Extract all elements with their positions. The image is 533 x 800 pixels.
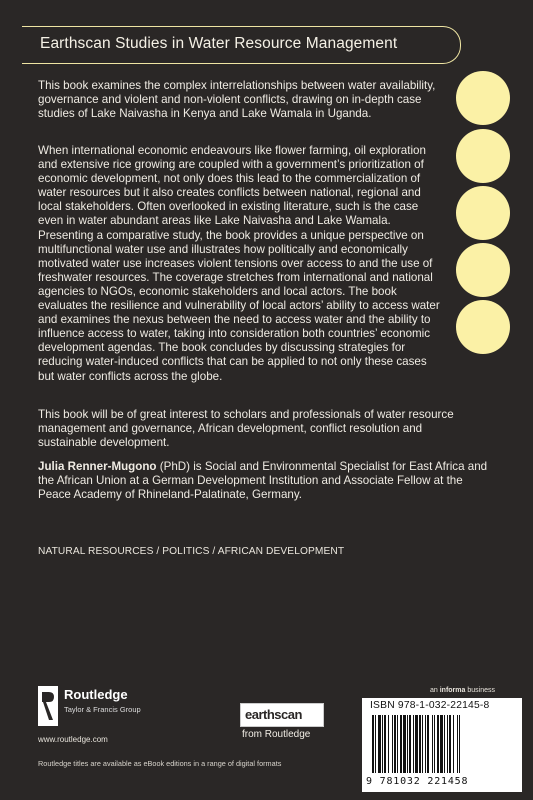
earthscan-logo: [240, 703, 324, 727]
decorative-circle-5: [456, 300, 510, 354]
blurb-paragraph-1: This book examines the complex interrelationships between water availability, governance and violent and non-violent conflicts, drawing on in-depth case studies of Lake Naivasha in Kenya and Lake Wamala in Uganda.: [38, 79, 436, 121]
publisher-url[interactable]: www.routledge.com: [38, 735, 108, 744]
informa-tagline: an informa business: [430, 687, 495, 694]
earthscan-sub: from Routledge: [242, 729, 311, 740]
publisher-group: Taylor & Francis Group: [64, 705, 141, 714]
barcode-box: [362, 698, 522, 792]
decorative-circle-1: [456, 71, 510, 125]
blurb-paragraph-3: This book will be of great interest to scholars and professionals of water resource management and governance, African development, conflict resolution and sustainable development.: [38, 408, 454, 450]
subject-categories: NATURAL RESOURCES / POLITICS / AFRICAN DEVELOPMENT: [38, 546, 345, 557]
decorative-circle-4: [456, 243, 510, 297]
decorative-circle-3: [456, 186, 510, 240]
author-name: Julia Renner-Mugono: [38, 460, 157, 473]
series-title-banner: [22, 26, 461, 64]
series-title: Earthscan Studies in Water Resource Management: [40, 35, 398, 52]
barcode-icon: [370, 715, 514, 775]
ebook-note: Routledge titles are available as eBook editions in a range of digital formats: [38, 759, 282, 768]
isbn-label: ISBN 978-1-032-22145-8: [370, 700, 490, 711]
blurb-paragraph-2: When international economic endeavours like flower farming, oil exploration and extensive rice growing are coupled with a government’s prioritization of economic development, not only does this lead to the commercialization of water resources but it also creates conflicts between national, regional and local stakeholders. Often overlooked in existing literature, such is the case even in water abundant areas like Lake Naivasha and Lake Wamala. Presenting a comparative study, the book provides a unique perspective on multifunctional water use and illustrates how politically and economically motivated water use increases violent tensions over access to and the use of freshwater resources. The coverage stretches from international and national agencies to NGOs, economic stakeholders and local actors. The book evaluates the resilience and vulnerability of local actors’ ability to access water and examines the nexus between the need to access water and the ability to influence access to water, taking into consideration both countries’ economic development agendas. The book concludes by discussing strategies for reducing water-induced conflicts that can be applied to not only these cases but water conflicts across the globe.: [38, 144, 440, 383]
barcode-digits: 9 781032 221458: [366, 776, 469, 787]
routledge-logo-icon: [38, 686, 58, 726]
earthscan-logo-text: earthscan: [245, 707, 302, 722]
decorative-circle-2: [456, 129, 510, 183]
author-bio-text: (PhD) is Social and Environmental Specialist for East Africa and the African Union at a German Development Institution and Associate Fellow at the Peace Academy of Rhineland-Palatinate, Germany.: [38, 460, 488, 502]
publisher-name: Routledge: [64, 687, 128, 702]
author-bio: [38, 460, 488, 502]
